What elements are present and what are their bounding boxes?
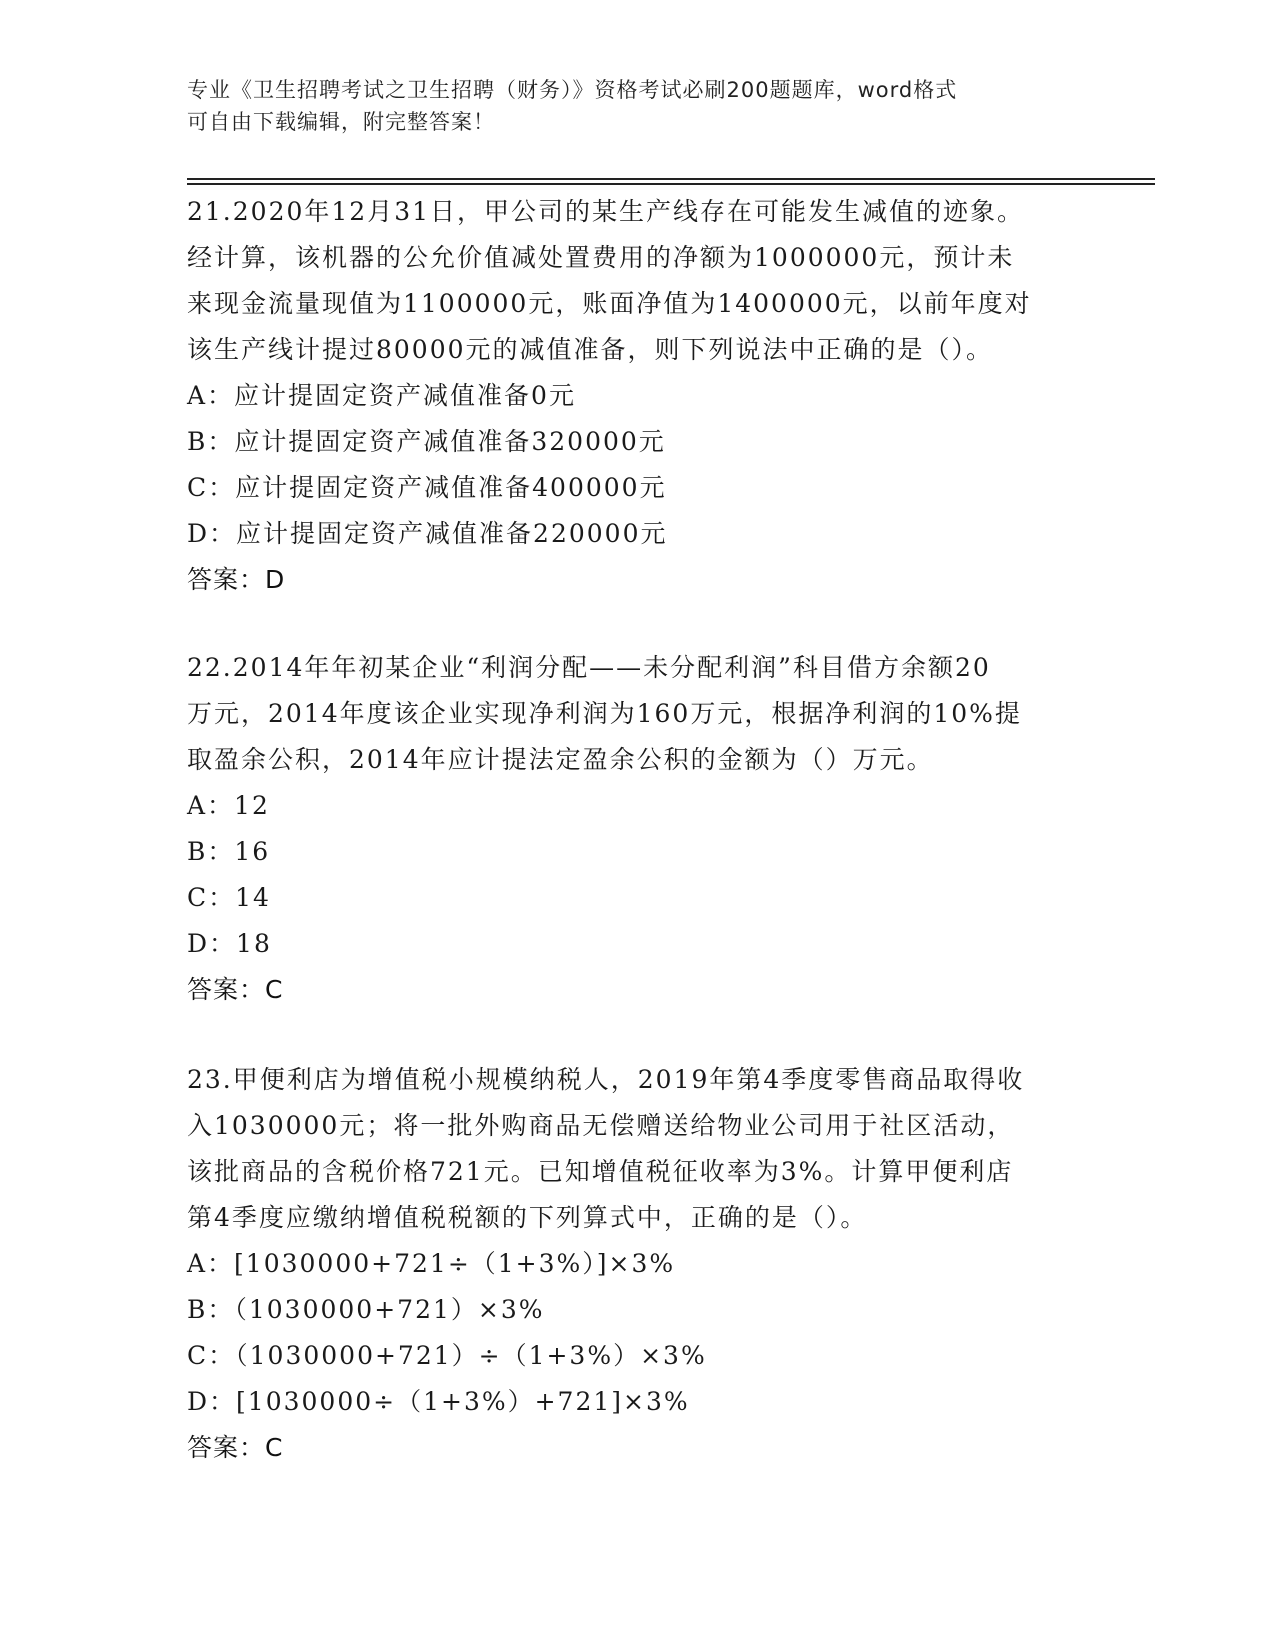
question-line: 该生产线计提过80000元的减值准备，则下列说法中正确的是（）。 (187, 335, 994, 364)
question-stem (187, 1057, 1087, 1241)
answer-label: 答案：C (187, 1433, 284, 1462)
option-c: C：（1030000+721）÷（1+3%）×3% (187, 1341, 707, 1370)
option-c: C：14 (187, 883, 271, 912)
option-b: B：16 (187, 837, 271, 866)
answer-label: 答案：D (187, 565, 286, 594)
option-a: A：[1030000+721÷（1+3%）]×3% (187, 1249, 676, 1278)
option-a: A：12 (187, 791, 270, 820)
question-line: 入1030000元；将一批外购商品无偿赠送给物业公司用于社区活动， (187, 1111, 1015, 1140)
question-line: 22.2014年年初某企业“利润分配——未分配利润”科目借方余额20 (187, 653, 991, 682)
question-stem (187, 645, 1087, 783)
question-line: 来现金流量现值为1100000元，账面净值为1400000元，以前年度对 (187, 289, 1032, 318)
question-stem (187, 189, 1087, 373)
option-d: D：[1030000÷（1+3%）+721]×3% (187, 1387, 690, 1416)
question-line: 第4季度应缴纳增值税税额的下列算式中，正确的是（）。 (187, 1203, 868, 1232)
question-line: 该批商品的含税价格721元。已知增值税征收率为3%。计算甲便利店 (187, 1157, 1014, 1186)
option-c: C：应计提固定资产减值准备400000元 (187, 473, 667, 502)
option-d: D：18 (187, 929, 272, 958)
header-rule-top (187, 178, 1155, 180)
question-line: 23.甲便利店为增值税小规模纳税人，2019年第4季度零售商品取得收 (187, 1065, 1025, 1094)
question-21 (187, 189, 1087, 603)
document-header (187, 74, 1067, 138)
option-a: A：应计提固定资产减值准备0元 (187, 381, 576, 410)
question-23 (187, 1057, 1087, 1471)
option-b: B：（1030000+721）×3% (187, 1295, 545, 1324)
question-line: 经计算，该机器的公允价值减处置费用的净额为1000000元，预计未 (187, 243, 1015, 272)
question-22 (187, 645, 1087, 1013)
header-rule-bottom (187, 183, 1155, 185)
option-d: D：应计提固定资产减值准备220000元 (187, 519, 668, 548)
option-b: B：应计提固定资产减值准备320000元 (187, 427, 666, 456)
header-line-1: 专业《卫生招聘考试之卫生招聘（财务）》资格考试必刷200题题库，word格式 (187, 78, 958, 102)
answer-label: 答案：C (187, 975, 284, 1004)
header-line-2: 可自由下载编辑，附完整答案！ (187, 110, 495, 134)
question-line: 万元，2014年度该企业实现净利润为160万元，根据净利润的10%提 (187, 699, 1022, 728)
question-line: 取盈余公积，2014年应计提法定盈余公积的金额为（）万元。 (187, 745, 934, 774)
question-line: 21.2020年12月31日，甲公司的某生产线存在可能发生减值的迹象。 (187, 197, 1025, 226)
